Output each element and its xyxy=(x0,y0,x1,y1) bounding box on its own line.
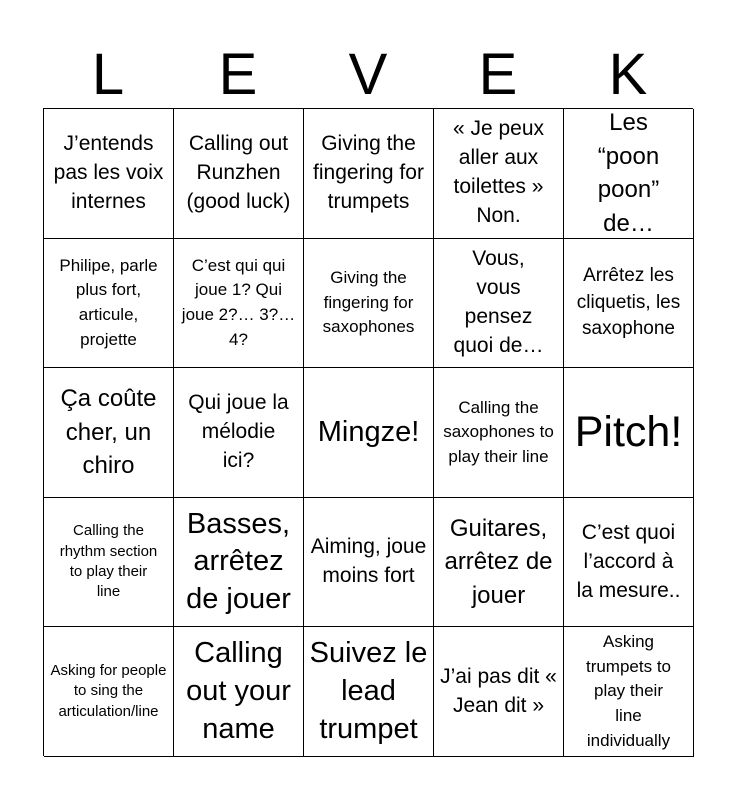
bingo-cell-text: Arrêtez les cliquetis, les saxophone xyxy=(576,265,681,340)
bingo-cell-r3c2[interactable] xyxy=(174,368,304,498)
bingo-cell-r4c1[interactable] xyxy=(44,498,174,628)
bingo-cell-text: Basses, arrêtez de jouer xyxy=(186,507,291,615)
bingo-cell-text: J’entends pas les voix internes xyxy=(53,131,164,213)
bingo-cell-r5c4[interactable] xyxy=(434,627,564,757)
bingo-cell-text: Vous, vous pensez quoi de… xyxy=(453,246,544,357)
bingo-cell-text: Calling the saxophones to play their line xyxy=(443,397,554,466)
header-letter-5: K xyxy=(608,42,648,107)
bingo-cell-text: Calling out your name xyxy=(186,637,291,745)
bingo-cell-text: « Je peux aller aux toilettes » Non. xyxy=(452,117,545,228)
bingo-cell-text: Philipe, parle plus fort, articule, projette xyxy=(59,255,158,349)
bingo-cell-text: Aiming, joue moins fort xyxy=(310,535,427,588)
bingo-cell-text: C’est quoi l’accord à la mesure.. xyxy=(576,520,681,602)
bingo-cell-r2c3[interactable] xyxy=(304,239,434,369)
bingo-cell-text: Ça coûte cher, un chiro xyxy=(60,385,157,480)
bingo-cell-r2c1[interactable] xyxy=(44,239,174,369)
bingo-cell-text: Qui joue la mélodie ici? xyxy=(188,391,289,472)
bingo-cell-text: Mingze! xyxy=(317,415,420,448)
bingo-board xyxy=(43,108,693,756)
bingo-cell-text: Giving the fingering for trumpets xyxy=(313,131,424,213)
bingo-cell-text: J’ai pas dit « Jean dit » xyxy=(440,664,557,717)
bingo-cell-r1c2[interactable] xyxy=(174,109,304,239)
bingo-cell-r4c4[interactable] xyxy=(434,498,564,628)
bingo-cell-text: Asking for people to sing the articulation/line xyxy=(50,662,167,720)
bingo-cell-r3c5[interactable] xyxy=(564,368,694,498)
bingo-cell-r1c4[interactable] xyxy=(434,109,564,239)
bingo-cell-r5c1[interactable] xyxy=(44,627,174,757)
bingo-cell-r2c4[interactable] xyxy=(434,239,564,369)
bingo-cell-text: Calling the rhythm section to play their line xyxy=(59,522,158,601)
bingo-cell-text: Les “poon poon” de… xyxy=(597,109,660,237)
bingo-header xyxy=(43,42,693,108)
bingo-cell-text: C’est qui qui joue 1? Qui joue 2?… 3?… 4? xyxy=(181,255,296,349)
bingo-cell-r3c1[interactable] xyxy=(44,368,174,498)
bingo-cell-text: Pitch! xyxy=(574,407,683,456)
bingo-cell-r4c2[interactable] xyxy=(174,498,304,628)
header-letter-2: E xyxy=(218,42,258,107)
bingo-cell-r2c2[interactable] xyxy=(174,239,304,369)
bingo-cell-r3c3[interactable] xyxy=(304,368,434,498)
bingo-cell-r5c2[interactable] xyxy=(174,627,304,757)
bingo-cell-r4c5[interactable] xyxy=(564,498,694,628)
bingo-cell-text: Calling out Runzhen (good luck) xyxy=(186,131,291,213)
bingo-cell-r4c3[interactable] xyxy=(304,498,434,628)
header-letter-1: L xyxy=(91,42,125,107)
bingo-cell-r2c5[interactable] xyxy=(564,239,694,369)
header-letter-3: V xyxy=(348,42,388,107)
bingo-cell-r1c5[interactable] xyxy=(564,109,694,239)
bingo-cell-r3c4[interactable] xyxy=(434,368,564,498)
bingo-cell-text: Suivez le lead trumpet xyxy=(309,637,428,745)
header-letter-4: E xyxy=(478,42,518,107)
bingo-cell-r5c3[interactable] xyxy=(304,627,434,757)
bingo-cell-text: Giving the fingering for saxophones xyxy=(322,267,415,337)
bingo-cell-r5c5[interactable] xyxy=(564,627,694,757)
bingo-cell-text: Asking trumpets to play their line individually xyxy=(585,632,672,750)
bingo-cell-text: Guitares, arrêtez de jouer xyxy=(444,514,553,609)
bingo-cell-r1c3[interactable] xyxy=(304,109,434,239)
bingo-cell-r1c1[interactable] xyxy=(44,109,174,239)
